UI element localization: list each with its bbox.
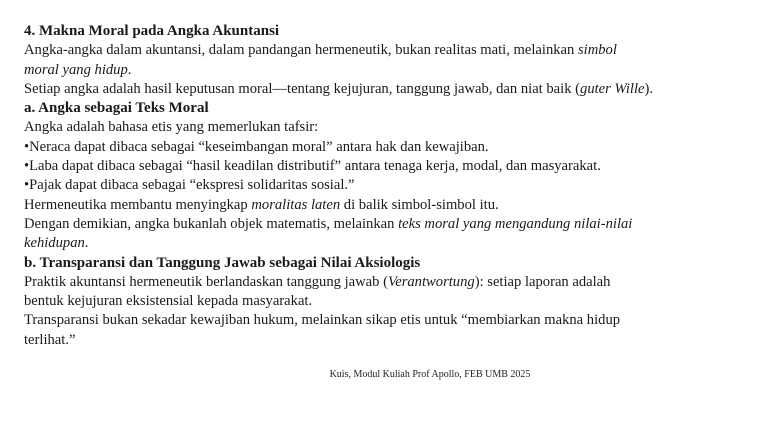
bullet-item: •Pajak dapat dibaca sebagai “ekspresi solidaritas sosial.” (24, 177, 355, 194)
subsection-b-paragraph-2-line-1: Transparansi bukan sekadar kewajiban hukum, melainkan sikap etis untuk “membiarkan makna hidup (24, 312, 621, 329)
body-text: Dengan demikian, angka bukanlah objek matematis, melainkan (24, 215, 399, 232)
intro-paragraph-1-line-1 (24, 41, 754, 60)
subsection-b-paragraph-1-line-2: bentuk kejujuran eksistensial kepada masyarakat. (24, 293, 313, 310)
body-text: Praktik akuntansi hermeneutik berlandaskan tanggung jawab ( (24, 273, 388, 290)
subsection-a-lead: Angka adalah bahasa etis yang memerlukan tafsir: (24, 119, 319, 136)
body-text: Hermeneutika membantu menyingkap (24, 196, 252, 213)
intro-emphasis: moral yang hidup (24, 61, 128, 78)
body-emphasis: kehidupan (24, 235, 85, 252)
document-page (24, 22, 754, 350)
body-emphasis: teks moral yang mengandung nilai-nilai (398, 215, 633, 232)
subsection-b-paragraph-1-line-1 (24, 273, 754, 292)
body-text: . (84, 235, 89, 252)
intro-paragraph-2 (24, 80, 754, 99)
subsection-b-paragraph-2-line-2: terlihat.” (24, 331, 76, 348)
intro-emphasis: simbol (577, 42, 617, 59)
intro-paragraph-1-line-2 (24, 61, 754, 80)
bullet-item: •Laba dapat dibaca sebagai “hasil keadilan distributif” antara tenaga kerja, modal, dan masyarakat. (24, 158, 601, 175)
intro-emphasis: guter Wille (580, 80, 645, 97)
intro-text: Setiap angka adalah hasil keputusan moral—tentang kejujuran, tanggung jawab, dan niat baik ( (24, 80, 581, 97)
page-footer: Kuis, Modul Kuliah Prof Apollo, FEB UMB 2025 (329, 369, 531, 380)
conclusion-line-1 (24, 215, 754, 234)
conclusion-line-2 (24, 234, 754, 253)
body-emphasis: Verantwortung (387, 273, 475, 290)
body-emphasis: moralitas laten (251, 196, 341, 213)
hermeneutics-sentence (24, 196, 754, 215)
intro-text: . (127, 61, 132, 78)
intro-text: Angka-angka dalam akuntansi, dalam pandangan hermeneutik, bukan realitas mati, melainkan (24, 42, 578, 59)
subsection-a-title: a. Angka sebagai Teks Moral (24, 100, 209, 117)
subsection-b-title: b. Transparansi dan Tanggung Jawab sebagai Nilai Aksiologis (24, 254, 421, 271)
intro-text: ). (644, 80, 653, 97)
body-text: ): setiap laporan adalah (474, 273, 611, 290)
body-text: di balik simbol-simbol itu. (340, 196, 499, 213)
bullet-item: •Neraca dapat dibaca sebagai “keseimbangan moral” antara hak dan kewajiban. (24, 138, 489, 155)
section-title: 4. Makna Moral pada Angka Akuntansi (24, 23, 280, 39)
